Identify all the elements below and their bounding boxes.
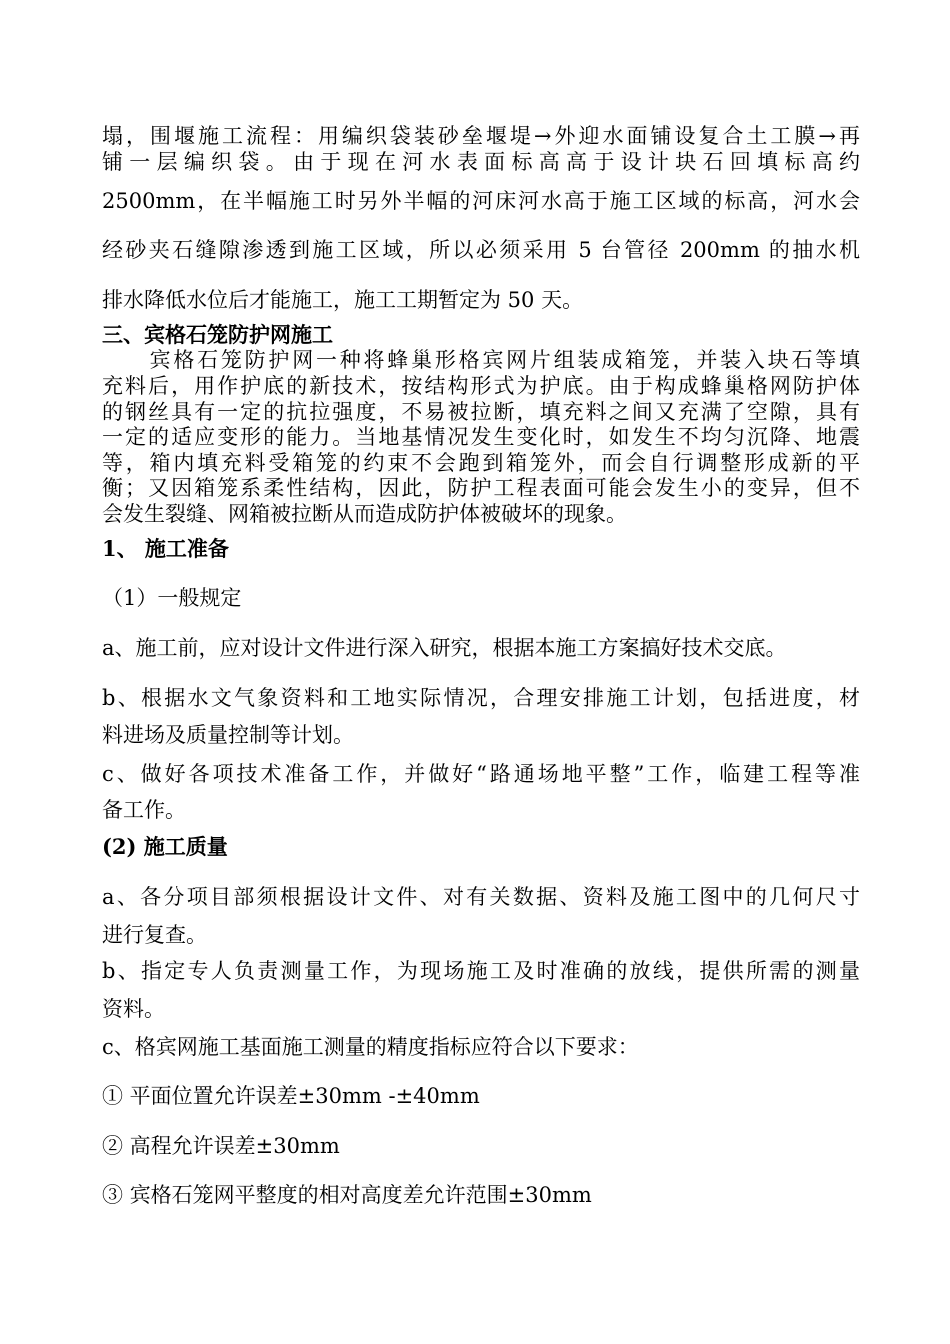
item-b-quality-line: 资料。	[102, 997, 165, 1021]
requirement-item: ③ 宾格石笼网平整度的相对高度差允许范围±30mm	[102, 1183, 592, 1207]
item-c-general-line: c、做好各项技术准备工作，并做好“路通场地平整”工作，临建工程等准	[102, 762, 860, 786]
subheading-general-rules: （1）一般规定	[102, 586, 242, 610]
section-paragraph-line: 的钢丝具有一定的抗拉强度，不易被拉断，填充料之间又充满了空隙，具有	[102, 400, 860, 424]
section-paragraph-line: 衡；又因箱笼系柔性结构，因此，防护工程表面可能会发生小的变异，但不	[102, 476, 860, 500]
section-paragraph-line: 充料后，用作护底的新技术，按结构形式为护底。由于构成蜂巢格网防护体	[102, 374, 860, 398]
section-title: 三、宾格石笼防护网施工	[102, 322, 333, 347]
section-paragraph-line: 宾格石笼防护网一种将蜂巢形格宾网片组装成箱笼，并装入块石等填	[102, 348, 860, 372]
section-paragraph-line: 会发生裂缝、网箱被拉断从而造成防护体被破坏的现象。	[102, 502, 627, 526]
intro-line: 2500mm，在半幅施工时另外半幅的河床河水高于施工区域的标高，河水会	[102, 189, 860, 213]
item-a-quality-line: a、各分项目部须根据设计文件、对有关数据、资料及施工图中的几何尺寸	[102, 885, 860, 909]
subheading-quality: (2) 施工质量	[102, 834, 228, 859]
item-b-general-line: 料进场及质量控制等计划。	[102, 723, 354, 747]
item-c-quality: c、格宾网施工基面施工测量的精度指标应符合以下要求：	[102, 1035, 639, 1059]
requirement-item: ① 平面位置允许误差±30mm -±40mm	[102, 1084, 480, 1108]
requirement-item: ② 高程允许误差±30mm	[102, 1134, 340, 1158]
item-a-general: a、施工前，应对设计文件进行深入研究，根据本施工方案搞好技术交底。	[102, 636, 787, 660]
item-a-quality-line: 进行复查。	[102, 923, 207, 947]
section-paragraph-line: 等，箱内填充料受箱笼的约束不会跑到箱笼外，而会自行调整形成新的平	[102, 451, 860, 475]
intro-line: 塌，围堰施工流程：用编织袋装砂垒堰堤→外迎水面铺设复合土工膜→再	[102, 124, 860, 148]
item-b-general-line: b、根据水文气象资料和工地实际情况，合理安排施工计划，包括进度，材	[102, 686, 860, 710]
intro-line: 铺一层编织袋。由于现在河水表面标高高于设计块石回填标高约	[102, 150, 860, 174]
section-paragraph-line: 一定的适应变形的能力。当地基情况发生变化时，如发生不均匀沉降、地震	[102, 425, 860, 449]
intro-line: 经砂夹石缝隙渗透到施工区域，所以必须采用 5 台管径 200mm 的抽水机	[102, 238, 860, 262]
item-c-general-line: 备工作。	[102, 798, 186, 822]
item-b-quality-line: b、指定专人负责测量工作，为现场施工及时准确的放线，提供所需的测量	[102, 959, 860, 983]
heading-preparation: 1、 施工准备	[102, 536, 229, 561]
intro-line: 排水降低水位后才能施工，施工工期暂定为 50 天。	[102, 288, 584, 312]
